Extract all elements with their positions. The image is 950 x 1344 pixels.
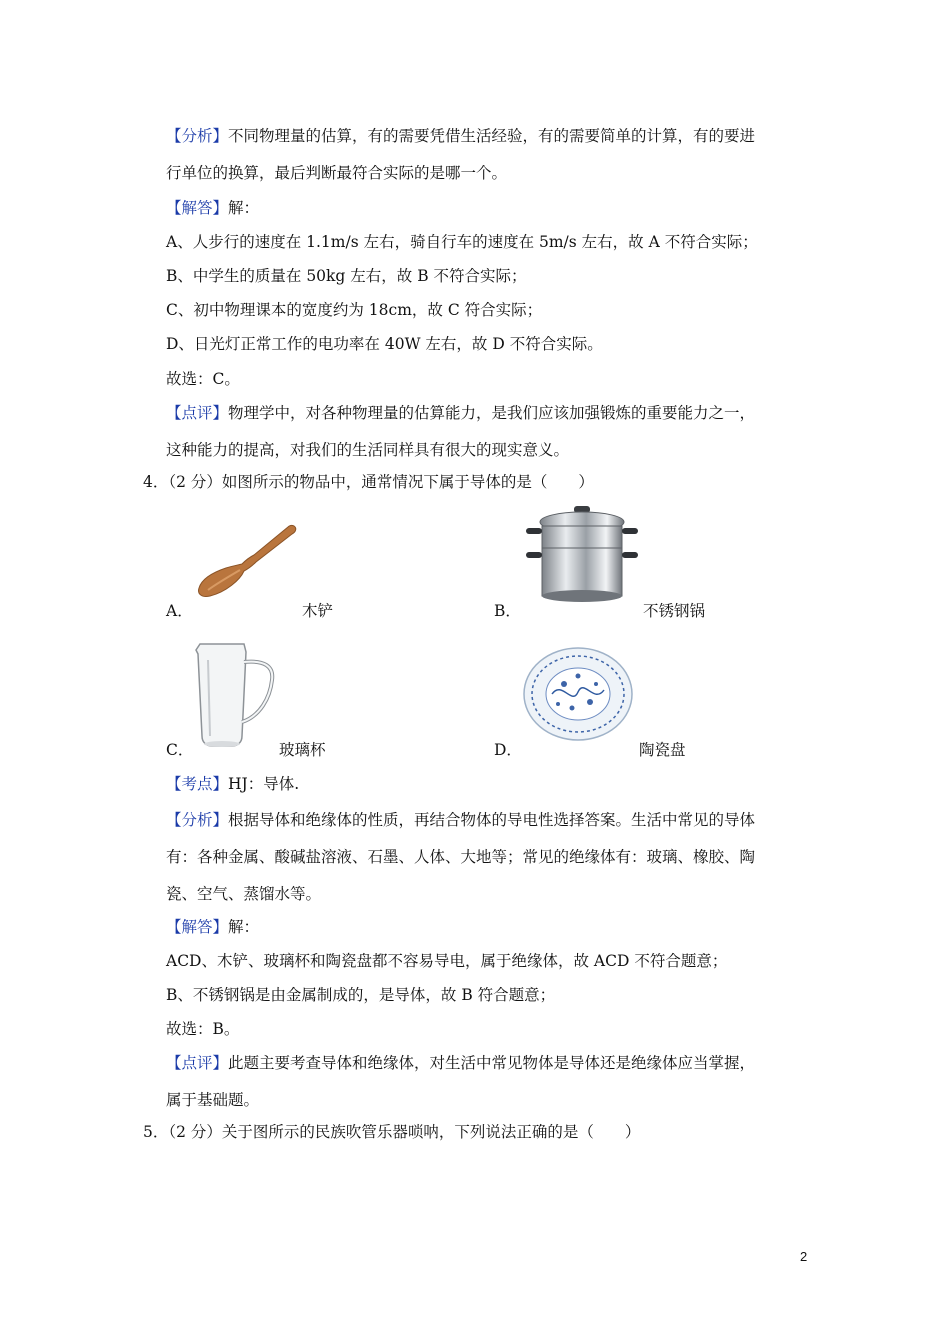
q3-answer-c: C、初中物理课本的宽度约为 18cm，故 C 符合实际；	[166, 301, 543, 319]
review-tag: 【点评】	[166, 404, 229, 422]
q3-review-line-1: 【点评】物理学中，对各种物理量的估算能力，是我们应该加强锻炼的重要能力之一，	[166, 404, 756, 422]
point-tag: 【考点】	[166, 775, 229, 793]
option-b-letter: B．	[494, 602, 521, 620]
q4-stem: 4．（2 分）如图所示的物品中，通常情况下属于导体的是（ ）	[143, 473, 594, 491]
page-number: 2	[800, 1249, 808, 1264]
answer-tag: 【解答】	[166, 199, 229, 217]
q4-choice: 故选：B。	[166, 1020, 240, 1038]
q3-answer-b: B、中学生的质量在 50kg 左右，故 B 不符合实际；	[166, 267, 527, 285]
q5-stem: 5．（2 分）关于图所示的民族吹管乐器唢呐，下列说法正确的是（ ）	[143, 1123, 641, 1141]
q3-answer-a: A、人步行的速度在 1.1m/s 左右，骑自行车的速度在 5m/s 左右，故 A 不符合实际；	[166, 233, 758, 251]
option-a-letter: A．	[166, 602, 193, 620]
option-c-letter: C．	[166, 741, 194, 759]
ceramic-plate-image	[522, 646, 634, 742]
q3-answer-heading: 【解答】解：	[166, 199, 260, 217]
steel-pot-image	[524, 504, 640, 604]
option-d-letter: D．	[494, 741, 522, 759]
q3-analysis-line-2: 行单位的换算，最后判断最符合实际的是哪一个。	[166, 164, 508, 182]
q4-analysis-line-3: 瓷、空气、蒸馏水等。	[166, 885, 322, 903]
q4-review-line-1: 【点评】此题主要考查导体和绝缘体，对生活中常见物体是导体还是绝缘体应当掌握，	[166, 1054, 756, 1072]
q4-review-line-2: 属于基础题。	[166, 1091, 260, 1109]
q4-analysis-line-1: 【分析】根据导体和绝缘体的性质，再结合物体的导电性选择答案。生活中常见的导体	[166, 811, 756, 829]
q3-answer-d: D、日光灯正常工作的电功率在 40W 左右，故 D 不符合实际。	[166, 335, 603, 353]
q3-analysis-line-1: 【分析】不同物理量的估算，有的需要凭借生活经验，有的需要简单的计算，有的要进	[166, 127, 756, 145]
glass-pitcher-image	[194, 640, 276, 750]
option-d-caption: 陶瓷盘	[639, 741, 686, 759]
q4-answer-2: B、不锈钢锅是由金属制成的，是导体，故 B 符合题意；	[166, 986, 556, 1004]
q4-answer-heading: 【解答】解：	[166, 918, 260, 936]
wooden-spatula-image	[196, 522, 300, 600]
q3-choice: 故选：C。	[166, 370, 240, 388]
option-b-caption: 不锈钢锅	[643, 602, 706, 620]
analysis-tag: 【分析】	[166, 811, 229, 829]
q4-point-line: 【考点】HJ：导体.	[166, 775, 300, 793]
option-c-caption: 玻璃杯	[279, 741, 326, 759]
q4-answer-1: ACD、木铲、玻璃杯和陶瓷盘都不容易导电，属于绝缘体，故 ACD 不符合题意；	[166, 952, 728, 970]
review-tag: 【点评】	[166, 1054, 229, 1072]
answer-tag: 【解答】	[166, 918, 229, 936]
q3-review-line-2: 这种能力的提高，对我们的生活同样具有很大的现实意义。	[166, 441, 570, 459]
q4-analysis-line-2: 有：各种金属、酸碱盐溶液、石墨、人体、大地等；常见的绝缘体有：玻璃、橡胶、陶	[166, 848, 756, 866]
analysis-tag: 【分析】	[166, 127, 229, 145]
option-a-caption: 木铲	[302, 602, 334, 620]
